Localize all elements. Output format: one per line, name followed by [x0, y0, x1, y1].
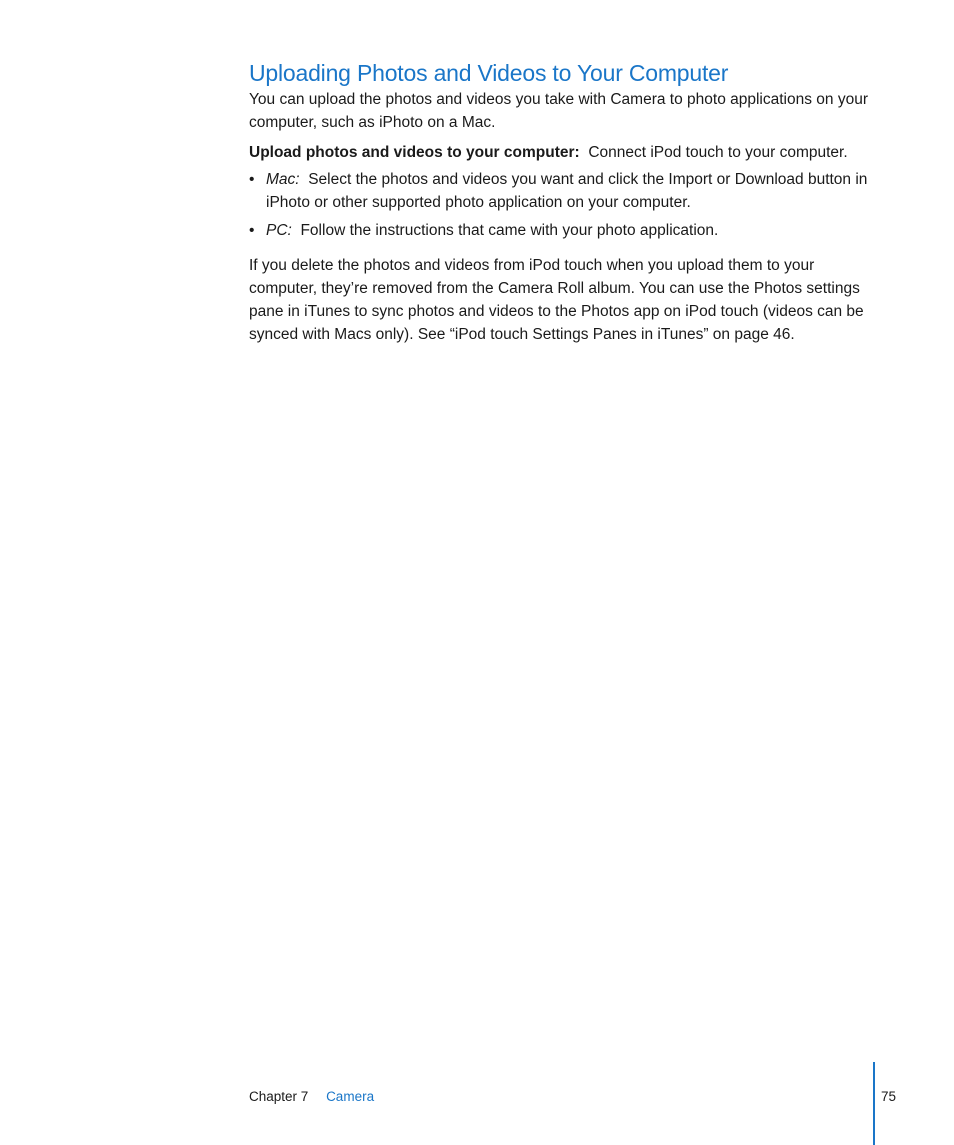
- bullet-label-mac: Mac:: [266, 171, 300, 188]
- task-text: Connect iPod touch to your computer.: [588, 144, 848, 161]
- page-footer: [249, 1088, 374, 1106]
- bullet-mark: •: [249, 171, 255, 188]
- bullet-text-pc: Follow the instructions that came with your photo application.: [300, 222, 719, 239]
- bullet-item-pc: [249, 219, 874, 242]
- footer-chapter-name: Camera: [326, 1089, 375, 1104]
- intro-paragraph: You can upload the photos and videos you take with Camera to photo applications on your computer, such as iPhoto on a Mac.: [249, 91, 868, 131]
- bullet-list: [249, 168, 874, 242]
- bullet-label-pc: PC:: [266, 222, 292, 239]
- bullet-mark: •: [249, 222, 255, 239]
- page-content: [249, 58, 874, 346]
- closing-paragraph: If you delete the photos and videos from iPod touch when you upload them to your computer, they’re removed from the Camera Roll album. You can use the Photos settings pane in iTunes to sync photos and videos to the Photos app on iPod touch (videos can be synced with Macs only). See “iPod touch Settings Panes in iTunes” on page 46.: [249, 257, 864, 343]
- page-number: 75: [881, 1089, 897, 1104]
- bullet-text-mac: Select the photos and videos you want and click the Import or Download button in iPhoto or other supported photo application on your computer.: [266, 171, 868, 211]
- section-heading: Uploading Photos and Videos to Your Computer: [249, 60, 729, 86]
- footer-chapter: Chapter 7: [249, 1089, 309, 1104]
- task-paragraph: [249, 141, 874, 164]
- footer-divider: [873, 1062, 875, 1145]
- task-label: Upload photos and videos to your computer:: [249, 144, 580, 161]
- bullet-item-mac: [249, 168, 874, 214]
